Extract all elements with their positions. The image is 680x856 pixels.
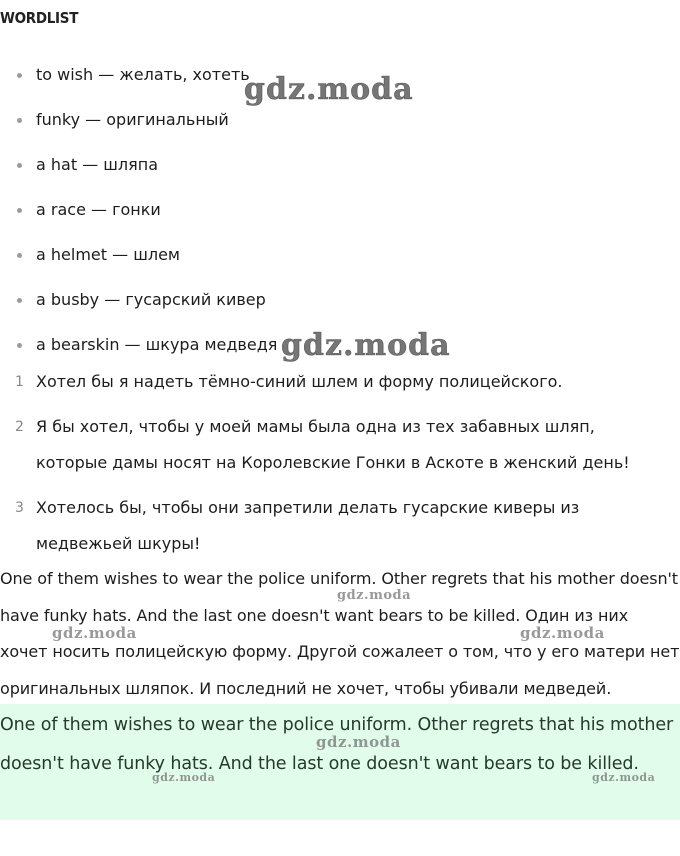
answer-text: One of them wishes to wear the police uniform. Other regrets that his mother doesn't have funky hats. And the last one doesn't want bears to be killed. (0, 715, 674, 774)
item-number: 1 (15, 374, 24, 390)
list-item-text: a race — гонки (36, 200, 161, 219)
watermark: gdz.moda (281, 328, 451, 363)
watermark: gdz.moda (152, 771, 216, 784)
translation-text: Я бы хотел, чтобы у моей мамы была одна из тех забавных шляп, которые дамы носят на Королевские Гонки в Аскоте в женский день! (36, 417, 630, 472)
translation-item (0, 364, 656, 400)
translation-text: Хотелось бы, чтобы они запретили делать гусарские киверы из медвежьей шкуры! (36, 498, 580, 553)
bullet-icon (17, 253, 22, 258)
translation-text: Хотел бы я надеть тёмно-синий шлем и форму полицейского. (36, 372, 563, 391)
watermark: gdz.moda (520, 624, 605, 642)
wordlist (0, 52, 277, 367)
list-item-text: a busby — гусарский кивер (36, 290, 266, 309)
list-item (0, 232, 277, 277)
translation-item (0, 409, 656, 481)
list-item (0, 97, 277, 142)
list-item-text: a hat — шляпа (36, 155, 159, 174)
page-heading: WORDLIST (0, 9, 79, 27)
watermark: gdz.moda (337, 588, 412, 603)
bullet-icon (17, 298, 22, 303)
list-item-text: to wish — желать, хотеть (36, 65, 250, 84)
item-number: 3 (15, 500, 24, 516)
list-item (0, 52, 277, 97)
list-item (0, 187, 277, 232)
bullet-icon (17, 118, 22, 123)
translation-item (0, 490, 656, 562)
translation-list (0, 364, 656, 571)
explanation-paragraph: One of them wishes to wear the police uniform. Other regrets that his mother doesn't have funky hats. And the last one doesn't want bears to be killed. Один из них хочет носить полицейскую форму. Другой сожалеет о том, что у его матери нет оригинальных шляпок. И последний не хочет, чтобы убивали медведей. (0, 569, 680, 698)
list-item (0, 322, 277, 367)
list-item (0, 277, 277, 322)
list-item-text: a helmet — шлем (36, 245, 180, 264)
list-item (0, 142, 277, 187)
bullet-icon (17, 343, 22, 348)
bullet-icon (17, 208, 22, 213)
answer-box (0, 704, 680, 820)
list-item-text: funky — оригинальный (36, 110, 229, 129)
watermark: gdz.moda (316, 733, 401, 751)
watermark: gdz.moda (244, 72, 414, 107)
watermark: gdz.moda (592, 771, 656, 784)
bullet-icon (17, 73, 22, 78)
bullet-icon (17, 163, 22, 168)
watermark: gdz.moda (52, 624, 137, 642)
item-number: 2 (15, 419, 24, 435)
list-item-text: a bearskin — шкура медведя (36, 335, 278, 354)
